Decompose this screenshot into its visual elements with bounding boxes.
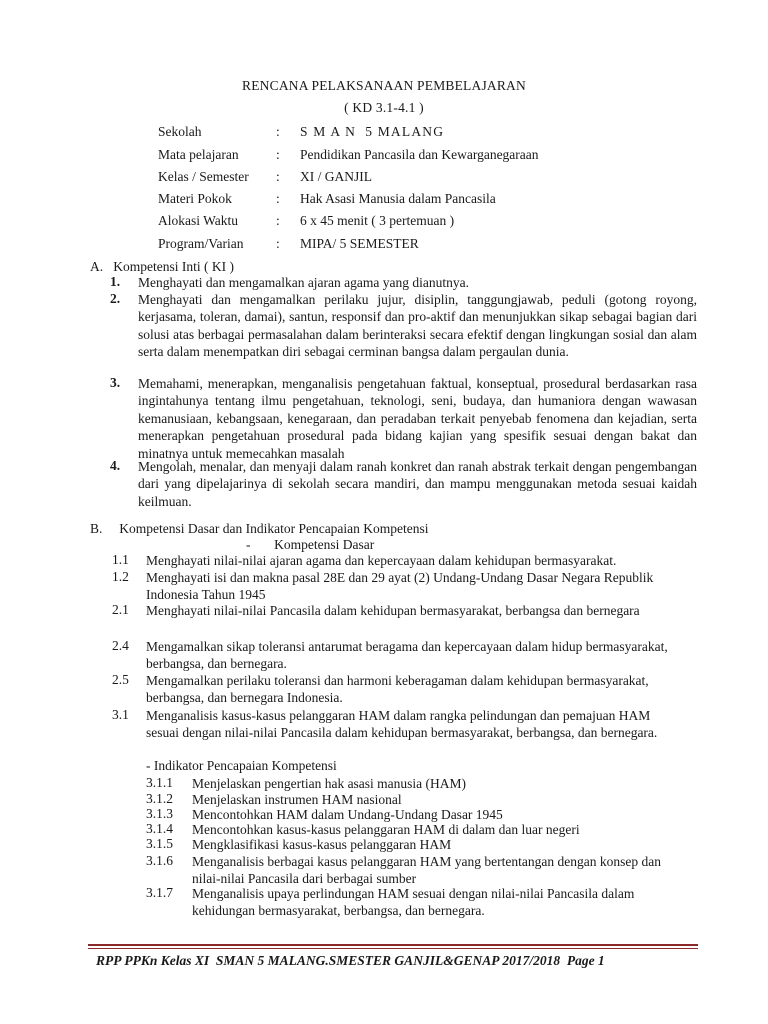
kd-item: Menghayati isi dan makna pasal 28E dan 29 ayat (2) Undang-Undang Dasar Negara Republik Indonesia Tahun 1945 (146, 570, 654, 602)
kd-number: 2.4 (112, 638, 129, 653)
kd-number: 2.1 (112, 602, 129, 617)
section-b-heading: B. Kompetensi Dasar dan Indikator Pencapaian Kompetensi (90, 521, 429, 536)
ki-number: 2. (110, 291, 121, 306)
kd-range-subtitle: ( KD 3.1-4.1 ) (344, 100, 424, 115)
meta-colon: : (276, 169, 280, 184)
indikator-item: Menjelaskan pengertian hak asasi manusia (HAM) (192, 776, 467, 791)
indikator-item: Mencontohkan HAM dalam Undang-Undang Dasar 1945 (192, 807, 503, 822)
indikator-item: Mencontohkan kasus-kasus pelanggaran HAM di dalam dan luar negeri (192, 822, 580, 837)
meta-value-kelas: XI / GANJIL (300, 169, 372, 184)
kd-item: Menghayati nilai-nilai ajaran agama dan kepercayaan dalam kehidupan bermasyarakat. (146, 553, 617, 568)
indikator-number: 3.1.1 (146, 775, 173, 790)
meta-value-sekolah: S M A N 5 MALANG (300, 124, 445, 139)
meta-value-alokasi: 6 x 45 menit ( 3 pertemuan ) (300, 213, 455, 228)
kd-number: 2.5 (112, 672, 129, 687)
meta-label-kelas: Kelas / Semester (158, 169, 249, 184)
kd-number: 1.2 (112, 569, 129, 584)
kd-item: Mengamalkan sikap toleransi antarumat beragama dan kepercayaan dalam hidup bermasyarakat, berbangsa, dan bernegara. (146, 639, 668, 671)
meta-label-program: Program/Varian (158, 236, 244, 251)
ki-number: 4. (110, 458, 121, 473)
kd-subheading: - Kompetensi Dasar (246, 537, 375, 552)
kd-number: 3.1 (112, 707, 129, 722)
meta-label-materi: Materi Pokok (158, 191, 232, 206)
document-title: RENCANA PELAKSANAAN PEMBELAJARAN (242, 78, 526, 93)
meta-colon: : (276, 191, 280, 206)
meta-colon: : (276, 147, 280, 162)
footer-rule (88, 944, 698, 946)
kd-item: Mengamalkan perilaku toleransi dan harmoni keberagaman dalam kehidupan bermasyarakat, berbangsa, dan bernegara Indonesia. (146, 673, 649, 705)
kd-item: Menghayati nilai-nilai Pancasila dalam kehidupan bermasyarakat, berbangsa dan bernegara (146, 603, 640, 618)
meta-value-mapel: Pendidikan Pancasila dan Kewarganegaraan (300, 147, 539, 162)
indikator-number: 3.1.3 (146, 806, 173, 821)
ki-item-4: Mengolah, menalar, dan menyaji dalam ranah konkret dan ranah abstrak terkait dengan pengembangan dari yang dipelajarinya di sekolah secara mandiri, dan mampu menggunakan metoda sesuai kaidah keilmuan. (138, 459, 697, 509)
ki-number: 1. (110, 274, 121, 289)
kd-number: 1.1 (112, 552, 129, 567)
indikator-item: Menjelaskan instrumen HAM nasional (192, 792, 402, 807)
section-a-heading: A. Kompetensi Inti ( KI ) (90, 259, 234, 274)
indikator-item: Menganalisis berbagai kasus pelanggaran HAM yang bertentangan dengan konsep dan nilai-nilai Pancasila dari berbagai sumber (192, 854, 661, 886)
indikator-heading: - Indikator Pencapaian Kompetensi (146, 758, 337, 773)
ki-number: 3. (110, 375, 121, 390)
indikator-item: Mengklasifikasi kasus-kasus pelanggaran HAM (192, 837, 452, 852)
meta-colon: : (276, 124, 280, 139)
ki-item-3: Memahami, menerapkan, menganalisis pengetahuan faktual, konseptual, prosedural berdasarkan rasa ingintahunya tentang ilmu pengetahuan, teknologi, seni, budaya, dan humaniora dengan wawasan kemanusiaan, kebangsaan, kenegaraan, dan peradaban terkait penyebab fenomena dan kejadian, serta menerapkan pengetahuan prosedural pada bidang kajian yang spesifik sesuai dengan bakat dan minatnya untuk memecahkan masalah (138, 376, 697, 461)
indikator-number: 3.1.5 (146, 836, 173, 851)
indikator-number: 3.1.6 (146, 853, 173, 868)
indikator-number: 3.1.4 (146, 821, 173, 836)
indikator-number: 3.1.2 (146, 791, 173, 806)
ki-item-2: Menghayati dan mengamalkan perilaku jujur, disiplin, tanggungjawab, peduli (gotong royong, kerjasama, toleran, damai), santun, responsif dan pro-aktif dan menunjukkan sikap sebagai bagian dari solusi atas berbagai permasalahan dalam berinteraksi secara efektif dengan lingkungan sosial dan alam serta dalam menempatkan diri sebagai cerminan bangsa dalam pergaulan dunia. (138, 292, 697, 360)
meta-label-sekolah: Sekolah (158, 124, 202, 139)
page-footer: RPP PPKn Kelas XI SMAN 5 MALANG.SMESTER GANJIL&GENAP 2017/2018 Page 1 (96, 953, 605, 968)
meta-value-materi: Hak Asasi Manusia dalam Pancasila (300, 191, 496, 206)
meta-colon: : (276, 213, 280, 228)
kd-item: Menganalisis kasus-kasus pelanggaran HAM dalam rangka pelindungan dan pemajuan HAM sesuai dengan nilai-nilai Pancasila dalam kehidupan bermasyarakat, berbangsa, dan bernegara. (146, 708, 658, 740)
meta-colon: : (276, 236, 280, 251)
indikator-number: 3.1.7 (146, 885, 173, 900)
meta-value-program: MIPA/ 5 SEMESTER (300, 236, 419, 251)
meta-label-mapel: Mata pelajaran (158, 147, 239, 162)
meta-label-alokasi: Alokasi Waktu (158, 213, 239, 228)
footer-rule-thin (88, 948, 698, 949)
ki-item-1: Menghayati dan mengamalkan ajaran agama yang dianutnya. (138, 275, 469, 290)
indikator-item: Menganalisis upaya perlindungan HAM sesuai dengan nilai-nilai Pancasila dalam kehidungan bermasyarakat, berbangsa, dan bernegara. (192, 886, 635, 918)
